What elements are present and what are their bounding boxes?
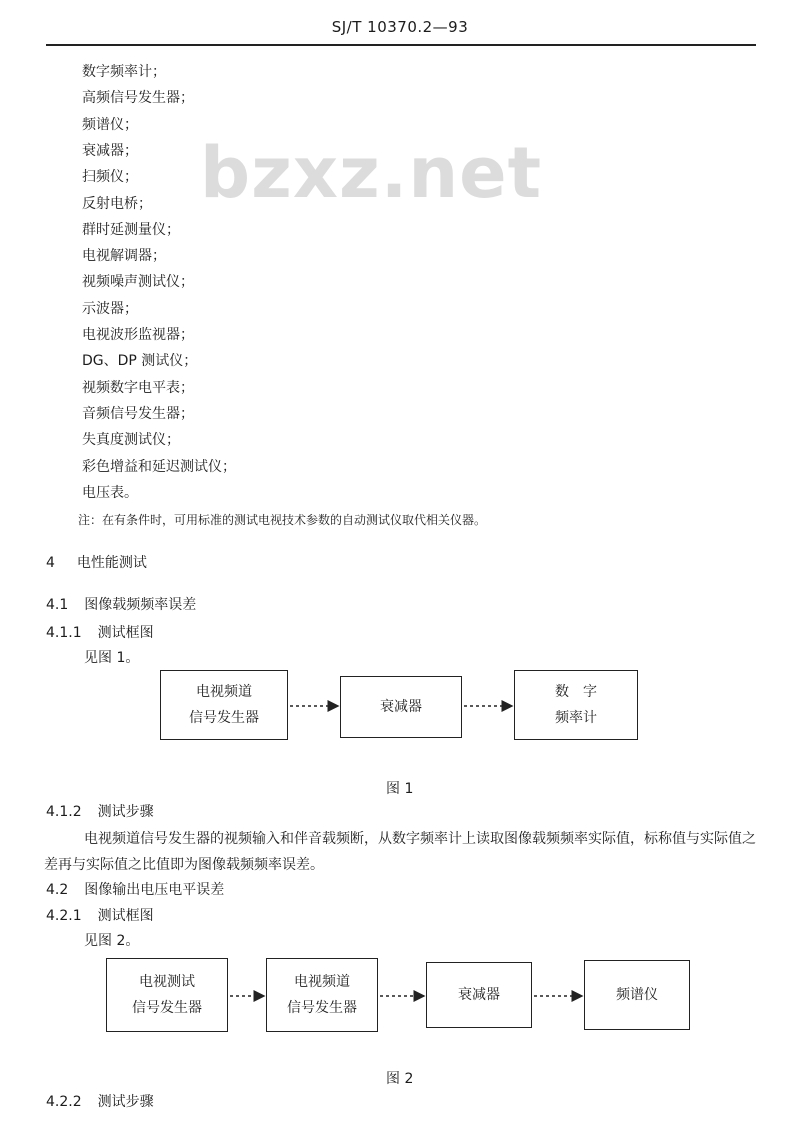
section-number: 4.2.2 xyxy=(46,1094,82,1110)
watermark: bzxz.net xyxy=(200,132,543,214)
fig2-box-tv-test-generator: 电视测试 信号发生器 xyxy=(106,958,228,1032)
instrument-item: 频谱仪； xyxy=(82,116,138,133)
instrument-item: 电压表。 xyxy=(82,484,138,501)
section-title: 测试步骤 xyxy=(97,1094,154,1110)
fig1-box-frequency-counter: 数 字 频率计 xyxy=(514,670,638,740)
section-title: 测试框图 xyxy=(97,625,154,641)
fig2-box-attenuator: 衰减器 xyxy=(426,962,532,1028)
note-text: 注：在有条件时，可用标准的测试电视技术参数的自动测试仪取代相关仪器。 xyxy=(78,513,487,527)
instrument-item: 电视解调器； xyxy=(82,248,166,265)
instrument-item: 反射电桥； xyxy=(82,195,152,212)
instrument-item: 数字频率计； xyxy=(82,64,166,80)
instrument-item: 示波器； xyxy=(82,300,138,317)
section-number: 4.2 xyxy=(46,882,69,898)
instrument-item: 高频信号发生器； xyxy=(82,90,194,107)
instrument-item: 视频噪声测试仪； xyxy=(82,274,194,291)
instrument-item: 视频数字电平表； xyxy=(82,379,194,396)
section-number: 4.1 xyxy=(46,597,69,613)
instrument-item: 音频信号发生器； xyxy=(82,405,194,422)
section-title: 测试框图 xyxy=(97,908,154,924)
section-title: 电性能测试 xyxy=(76,555,147,571)
figure-reference: 见图 2。 xyxy=(84,933,140,949)
section-title: 测试步骤 xyxy=(97,804,154,820)
fig2-box-tv-channel-generator: 电视频道 信号发生器 xyxy=(266,958,378,1032)
fig1-box-attenuator: 衰减器 xyxy=(340,676,462,738)
instrument-item: 衰减器； xyxy=(82,142,138,159)
section-number: 4.1.1 xyxy=(46,625,82,641)
fig2-box-spectrum-analyzer: 频谱仪 xyxy=(584,960,690,1030)
fig1-box-tv-channel-generator: 电视频道 信号发生器 xyxy=(160,670,288,740)
instrument-item: 彩色增益和延迟测试仪； xyxy=(82,458,236,475)
section-4-2-2-heading xyxy=(46,1092,154,1112)
section-number: 4 xyxy=(46,555,55,571)
fig1-caption: 图 1 xyxy=(386,781,414,797)
fig2-caption: 图 2 xyxy=(386,1071,414,1087)
figure-reference: 见图 1。 xyxy=(84,650,140,666)
section-number: 4.2.1 xyxy=(46,908,82,924)
page-header: SJ/T 10370.2—93 xyxy=(331,18,469,36)
instrument-item: DG、DP 测试仪； xyxy=(82,353,198,370)
section-4-1-2-body: 电视频道信号发生器的视频输入和伴音载频断，从数字频率计上读取图像载频频率实际值，标称值与实际值之差再与实际值之比值即为图像载频频率误差。 xyxy=(44,831,756,873)
instrument-item: 电视波形监视器； xyxy=(82,327,194,343)
instrument-item: 群时延测量仪； xyxy=(82,221,180,238)
instrument-item: 失真度测试仪； xyxy=(82,432,180,449)
instrument-item: 扫频仪； xyxy=(82,169,138,186)
section-title: 图像载频频率误差 xyxy=(84,597,197,613)
section-number: 4.1.2 xyxy=(46,804,82,820)
section-title: 图像输出电压电平误差 xyxy=(84,882,225,898)
